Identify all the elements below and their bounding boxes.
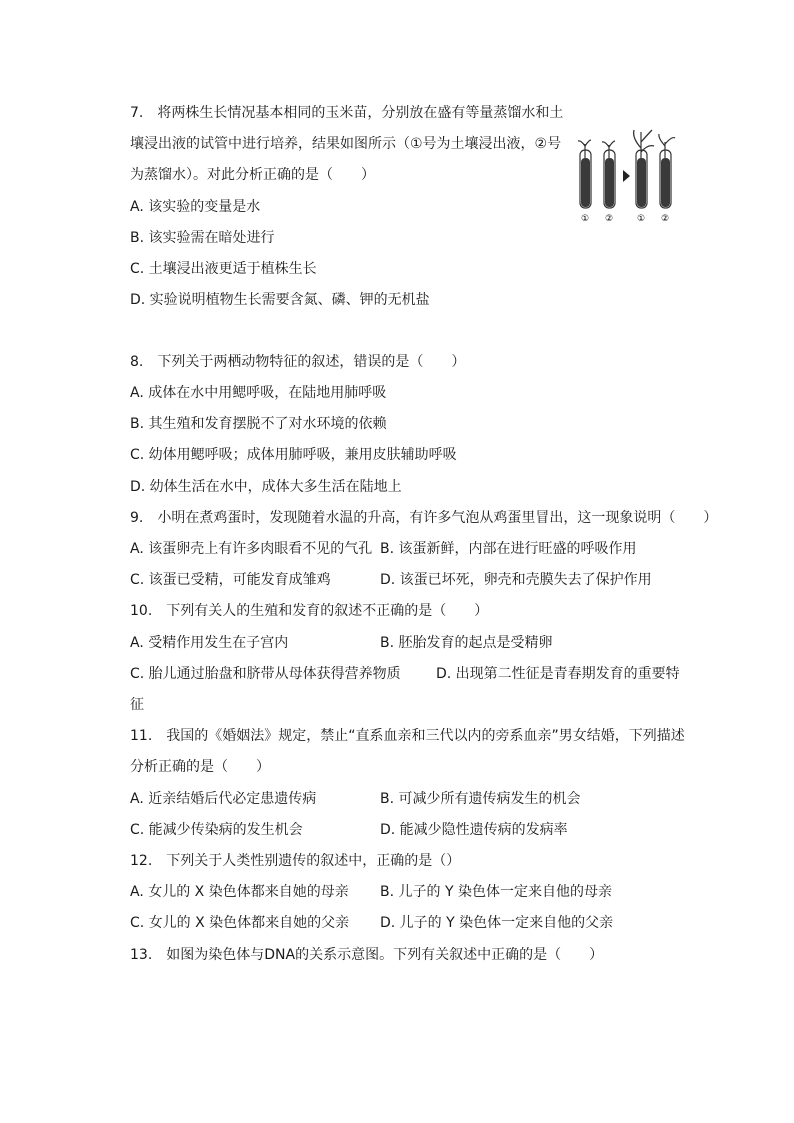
q8-option-c: C. 幼体用鳃呼吸；成体用肺呼吸，兼用皮肤辅助呼吸 — [130, 447, 457, 463]
q10-option-c: C. 胎儿通过胎盘和脐带从母体获得营养物质 — [130, 666, 401, 682]
q10-option-d: D. 出现第二性征是青春期发育的重要特 — [436, 666, 680, 682]
q8-option-a: A. 成体在水中用鳃呼吸，在陆地用肺呼吸 — [130, 385, 387, 401]
q11-stem-line-1: 11. 我国的《婚姻法》规定，禁止“直系血亲和三代以内的旁系血亲”男女结婚，下列描述 — [130, 728, 685, 744]
tube-1-before — [578, 140, 591, 208]
arrow-icon — [623, 170, 630, 182]
q11-option-b: B. 可减少所有遗传病发生的机会 — [380, 791, 581, 807]
q7-option-c: C. 土壤浸出液更适于植株生长 — [130, 261, 317, 277]
q10-option-b: B. 胚胎发育的起点是受精卵 — [380, 635, 553, 651]
q12-stem: 12. 下列关于人类性别遗传的叙述中，正确的是（） — [130, 853, 461, 869]
q7-stem-line-2: 壤浸出液的试管中进行培养，结果如图所示（①号为土壤浸出液，②号 — [130, 136, 562, 152]
q12-option-c: C. 女儿的 X 染色体都来自她的父亲 — [130, 915, 350, 931]
q9-stem: 9. 小明在煮鸡蛋时，发现随着水温的升高，有许多气泡从鸡蛋里冒出，这一现象说明（ ） — [130, 510, 718, 526]
q10-option-d-continuation: 征 — [130, 697, 144, 713]
tube-1-after — [634, 130, 654, 208]
q7-stem-line-3: 为蒸馏水）。对此分析正确的是（ ） — [130, 167, 375, 183]
q12-option-d: D. 儿子的 Y 染色体一定来自他的父亲 — [380, 915, 614, 931]
q9-option-b: B. 该蛋新鲜，内部在进行旺盛的呼吸作用 — [380, 541, 637, 557]
q13-stem: 13. 如图为染色体与DNA的关系示意图。下列有关叙述中正确的是（ ） — [130, 947, 604, 963]
q9-option-a: A. 该蛋卵壳上有许多肉眼看不见的气孔 — [130, 541, 373, 557]
q11-option-a: A. 近亲结婚后代必定患遗传病 — [130, 791, 317, 807]
q7-option-a: A. 该实验的变量是水 — [130, 199, 261, 215]
q9-option-c: C. 该蛋已受精，可能发育成雏鸡 — [130, 572, 331, 588]
test-tube-figure — [572, 128, 684, 224]
figure-label-2: ② — [604, 214, 614, 224]
q8-stem: 8. 下列关于两栖动物特征的叙述，错误的是（ ） — [130, 354, 466, 370]
figure-label-1: ① — [580, 214, 590, 224]
q7-option-d: D. 实验说明植物生长需要含氮、磷、钾的无机盐 — [130, 292, 430, 308]
figure-label-4: ② — [660, 214, 670, 224]
q7-stem-line-1: 7. 将两株生长情况基本相同的玉米苗，分别放在盛有等量蒸馏水和土 — [130, 105, 564, 121]
q8-option-b: B. 其生殖和发育摆脱不了对水环境的依赖 — [130, 416, 387, 432]
q7-option-b: B. 该实验需在暗处进行 — [130, 230, 275, 246]
q8-option-d: D. 幼体生活在水中，成体大多生活在陆地上 — [130, 479, 402, 495]
tube-2-after — [659, 134, 675, 208]
q10-option-a: A. 受精作用发生在子宫内 — [130, 635, 289, 651]
q11-option-d: D. 能减少隐性遗传病的发病率 — [380, 822, 568, 838]
tube-2-before — [602, 141, 615, 208]
figure-label-3: ① — [636, 214, 646, 224]
q9-option-d: D. 该蛋已坏死，卵壳和壳膜失去了保护作用 — [380, 572, 652, 588]
q12-option-b: B. 儿子的 Y 染色体一定来自他的母亲 — [380, 884, 612, 900]
q11-stem-line-2: 分析正确的是（ ） — [130, 759, 270, 775]
q12-option-a: A. 女儿的 X 染色体都来自她的母亲 — [130, 884, 349, 900]
q10-stem: 10. 下列有关人的生殖和发育的叙述不正确的是（ ） — [130, 603, 489, 619]
q11-option-c: C. 能减少传染病的发生机会 — [130, 822, 303, 838]
